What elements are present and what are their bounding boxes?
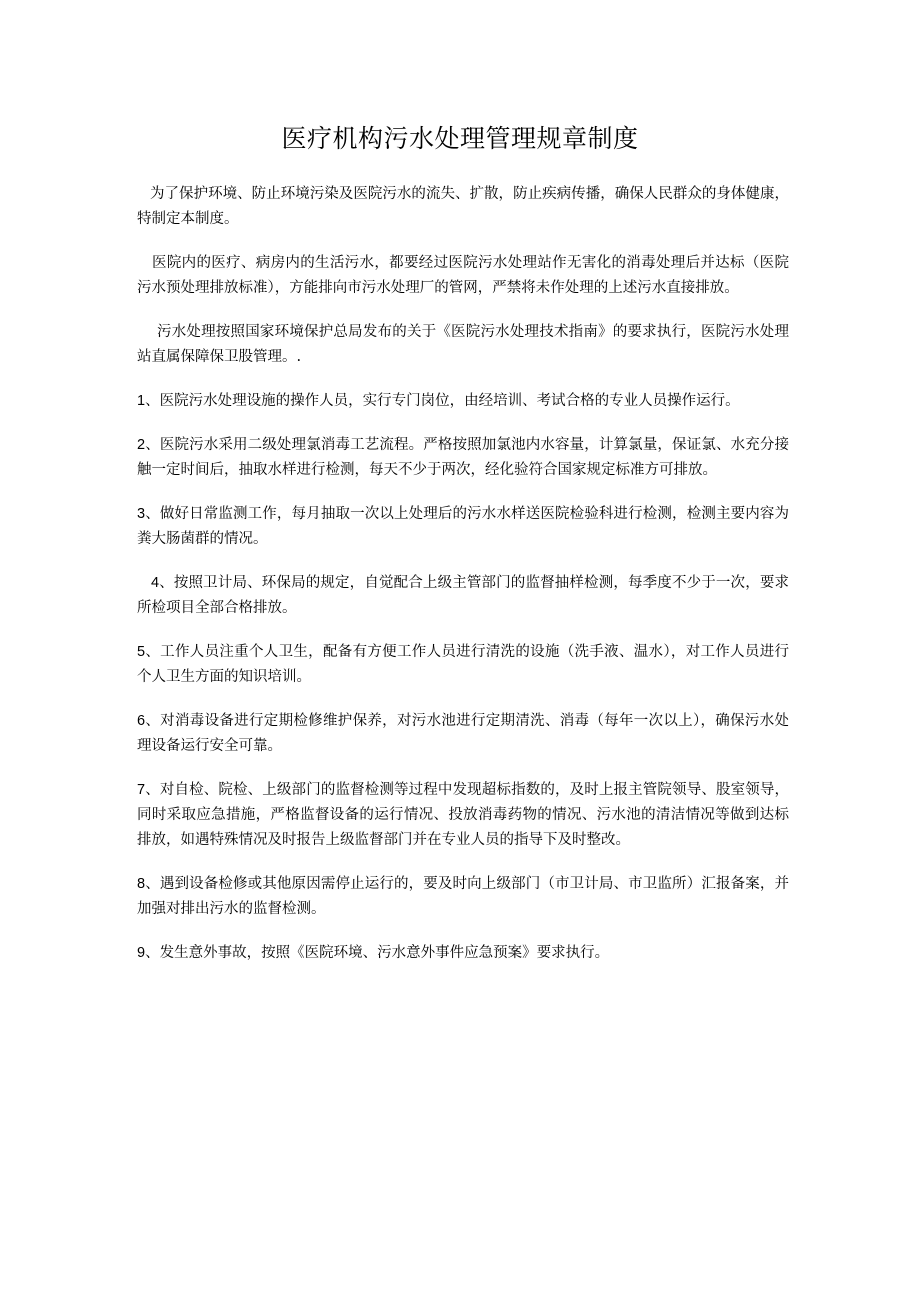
rule-number: 8 xyxy=(137,876,146,892)
rule-item-7 xyxy=(137,778,789,853)
rule-item-2 xyxy=(137,433,789,483)
rule-number: 6 xyxy=(137,713,146,729)
intro-paragraph-3: 污水处理按照国家环境保护总局发布的关于《医院污水处理技术指南》的要求执行，医院污水处理站直属保障保卫股管理。. xyxy=(137,324,789,365)
rule-item-3 xyxy=(137,502,789,552)
rule-number: 3 xyxy=(137,506,146,522)
rule-text: 、工作人员注重个人卫生，配备有方便工作人员进行清洗的设施（洗手液、温水），对工作人员进行个人卫生方面的知识培训。 xyxy=(137,644,789,685)
rule-text: 、遇到设备检修或其他原因需停止运行的，要及时向上级部门（市卫计局、市卫监所）汇报备案，并加强对排出污水的监督检测。 xyxy=(137,876,789,917)
rule-text: 、对自检、院检、上级部门的监督检测等过程中发现超标指数的，及时上报主管院领导、股室领导，同时采取应急措施，严格监督设备的运行情况、投放消毒药物的情况、污水池的清洁情况等做到达标排放，如遇特殊情况及时报告上级监督部门并在专业人员的指导下及时整改。 xyxy=(137,782,789,848)
rule-text: 、对消毒设备进行定期检修维护保养，对污水池进行定期清洗、消毒（每年一次以上），确保污水处理设备运行安全可靠。 xyxy=(137,713,789,754)
rule-text: 、发生意外事故，按照《医院环境、污水意外事件应急预案》要求执行。 xyxy=(145,945,610,961)
rule-item-1 xyxy=(137,389,789,414)
intro-paragraph-2: 医院内的医疗、病房内的生活污水，都要经过医院污水处理站作无害化的消毒处理后并达标（医院污水预处理排放标准），方能排向市污水处理厂的管网，严禁将未作处理的上述污水直接排放。 xyxy=(137,255,789,296)
rule-text: 、按照卫计局、环保局的规定，自觉配合上级主管部门的监督抽样检测，每季度不少于一次，要求所检项目全部合格排放。 xyxy=(137,575,789,616)
rule-number: 1 xyxy=(137,393,146,409)
rule-number: 9 xyxy=(137,945,146,961)
rule-item-5 xyxy=(137,640,789,690)
rule-text: 、做好日常监测工作，每月抽取一次以上处理后的污水水样送医院检验科进行检测，检测主要内容为粪大肠菌群的情况。 xyxy=(137,506,789,547)
rule-text: 、医院污水采用二级处理氯消毒工艺流程。严格按照加氯池内水容量，计算氯量，保证氯、水充分接触一定时间后，抽取水样进行检测，每天不少于两次，经化验符合国家规定标准方可排放。 xyxy=(137,437,789,478)
rule-number: 2 xyxy=(137,437,146,453)
rule-text: 、医院污水处理设施的操作人员，实行专门岗位，由经培训、考试合格的专业人员操作运行。 xyxy=(145,393,740,409)
rule-item-6 xyxy=(137,709,789,759)
rule-number: 5 xyxy=(137,644,146,660)
document-body xyxy=(137,182,789,985)
rule-number: 7 xyxy=(137,782,146,798)
document-title: 医疗机构污水处理管理规章制度 xyxy=(281,124,639,153)
rule-number: 4 xyxy=(151,575,160,591)
rule-item-9 xyxy=(137,941,789,966)
rule-item-8 xyxy=(137,872,789,922)
intro-paragraph-1: 为了保护环境、防止环境污染及医院污水的流失、扩散，防止疾病传播，确保人民群众的身体健康，特制定本制度。 xyxy=(137,186,789,227)
rule-item-4 xyxy=(137,571,789,621)
